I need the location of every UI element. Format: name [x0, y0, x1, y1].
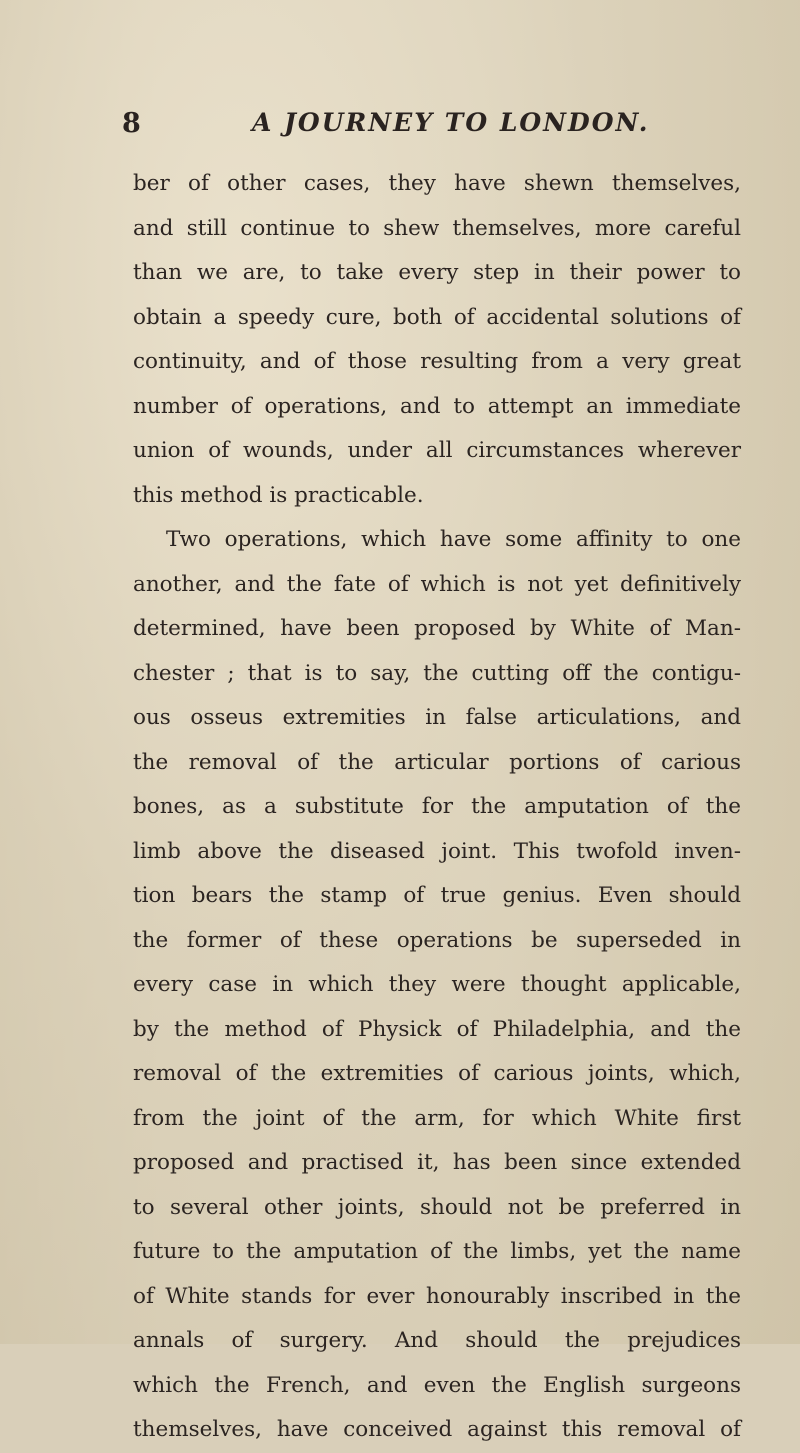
page-number: 8: [122, 108, 141, 139]
text-line: another, and the fate of which is not yet definitively: [133, 571, 741, 597]
text-line: from the joint of the arm, for which White first: [133, 1105, 741, 1131]
body-text: [133, 162, 741, 1453]
running-head: A JOURNEY TO LONDON.: [252, 108, 650, 137]
text-line: tion bears the stamp of true genius. Even should: [133, 883, 741, 908]
text-line: annals of surgery. And should the prejudices: [133, 1328, 741, 1353]
text-line: by the method of Physick of Philadelphia, and the: [133, 1016, 741, 1042]
text-line: bones, as a substitute for the amputation of the: [133, 794, 741, 819]
text-line: limb above the diseased joint. This twofold inven-: [133, 838, 741, 864]
text-line: continuity, and of those resulting from a very great: [133, 349, 741, 374]
text-line: ous osseus extremities in false articulations, and: [133, 705, 741, 730]
text-line: to several other joints, should not be preferred in: [133, 1194, 741, 1220]
text-line: themselves, have conceived against this removal of: [133, 1417, 741, 1442]
text-line: the removal of the articular portions of carious: [133, 749, 741, 775]
text-line: removal of the extremities of carious joints, which,: [133, 1061, 741, 1086]
text-line: proposed and practised it, has been since extended: [133, 1150, 741, 1175]
text-line: this method is practicable.: [133, 482, 424, 508]
text-line: than we are, to take every step in their power to: [133, 260, 741, 285]
text-line: chester ; that is to say, the cutting off the contigu-: [133, 660, 741, 686]
page-header: [0, 108, 800, 148]
text-line: ber of other cases, they have shewn themselves,: [133, 171, 741, 196]
text-line: obtain a speedy cure, both of accidental solutions of: [133, 304, 741, 330]
text-line: the former of these operations be superseded in: [133, 927, 741, 953]
text-line: union of wounds, under all circumstances wherever: [133, 438, 741, 463]
text-line: every case in which they were thought applicable,: [133, 972, 741, 997]
text-line: Two operations, which have some affinity to one: [166, 527, 741, 552]
text-line: and still continue to shew themselves, more careful: [133, 215, 741, 241]
text-line: which the French, and even the English surgeons: [133, 1372, 741, 1398]
text-line: number of operations, and to attempt an immediate: [133, 393, 741, 419]
text-line: determined, have been proposed by White of Man-: [133, 616, 741, 641]
text-line: future to the amputation of the limbs, yet the name: [133, 1239, 741, 1264]
text-line: of White stands for ever honourably inscribed in the: [133, 1283, 741, 1309]
